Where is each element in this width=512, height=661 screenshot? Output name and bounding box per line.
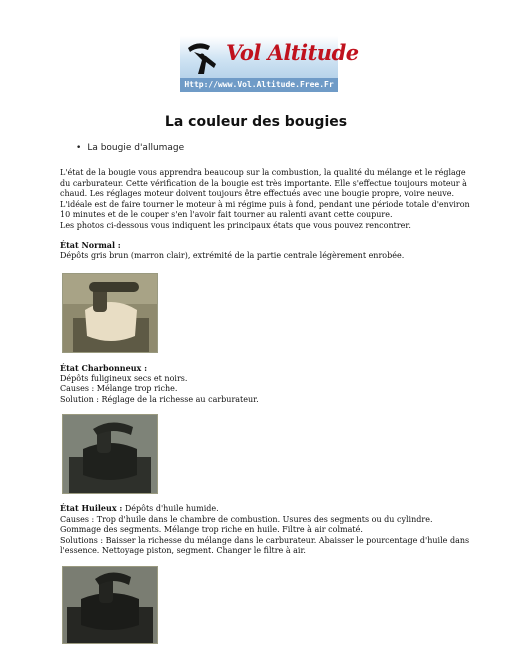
spark-plug-huileux-photo — [62, 566, 158, 644]
toc-item[interactable] — [76, 143, 184, 153]
toc-item-label[interactable]: La bougie d'allumage — [87, 143, 185, 153]
intro-line: chaud. Les réglages moteur doivent toujours être effectués avec une bougie propre, voire neuve. — [60, 189, 455, 198]
state-charbonneux-line: Causes : Mélange trop riche. — [60, 384, 178, 393]
state-charbonneux-line: Solution : Réglage de la richesse au carburateur. — [60, 394, 259, 404]
intro-line: L'idéale est de faire tourner le moteur à mi régime puis à fond, pendant une période totale d'environ — [60, 199, 470, 209]
intro-line: du carburateur. Cette vérification de la bougie est très importante. Elle s'effectue toujours moteur à — [60, 178, 467, 188]
intro-line: L'état de la bougie vous apprendra beaucoup sur la combustion, la qualité du mélange et le réglage — [60, 168, 466, 177]
state-huileux-line: Solutions : Baisser la richesse du mélange dans le carburateur. Abaisser le pourcentage d'huile dans — [60, 535, 470, 545]
state-charbonneux-section — [60, 363, 460, 405]
state-normal-section — [60, 240, 460, 261]
state-huileux-line: Causes : Trop d'huile dans le chambre de combustion. Usures des segments ou du cylindre. — [60, 514, 433, 524]
toc-list — [76, 143, 184, 153]
state-huileux-heading: État Huileux : — [60, 503, 123, 513]
intro-line: Les photos ci-dessous vous indiquent les principaux états que vous pouvez rencontrer. — [60, 220, 411, 230]
state-normal-desc: Dépôts gris brun (marron clair), extrémité de la partie centrale légèrement enrobée. — [60, 250, 405, 260]
spark-plug-charbonneux-photo — [62, 414, 158, 494]
state-huileux-desc: Dépôts d'huile humide. — [122, 504, 219, 513]
state-charbonneux-line: Dépôts fuligineux secs et noirs. — [60, 373, 188, 383]
logo-banner — [180, 36, 359, 78]
intro-paragraph — [60, 168, 470, 231]
logo-url[interactable]: Http://www.Vol.Altitude.Free.Fr — [180, 78, 338, 92]
spark-plug-normal-photo — [62, 273, 158, 353]
state-normal-heading: État Normal : — [60, 240, 121, 250]
intro-line: 10 minutes et de le couper s'en l'avoir fait tourner au ralenti avant cette coupure. — [60, 210, 393, 219]
page-title: La couleur des bougies — [164, 114, 348, 130]
logo-name: Vol Altitude — [226, 40, 359, 65]
state-huileux-line: Gommage des segments. Mélange trop riche en huile. Filtre à air colmaté. — [60, 525, 363, 534]
paraglider-icon — [184, 38, 224, 78]
state-huileux-section — [60, 503, 470, 557]
state-huileux-line: l'essence. Nettoyage piston, segment. Changer le filtre à air. — [60, 546, 306, 555]
site-logo[interactable] — [180, 36, 359, 92]
state-charbonneux-heading: État Charbonneux : — [60, 363, 148, 373]
